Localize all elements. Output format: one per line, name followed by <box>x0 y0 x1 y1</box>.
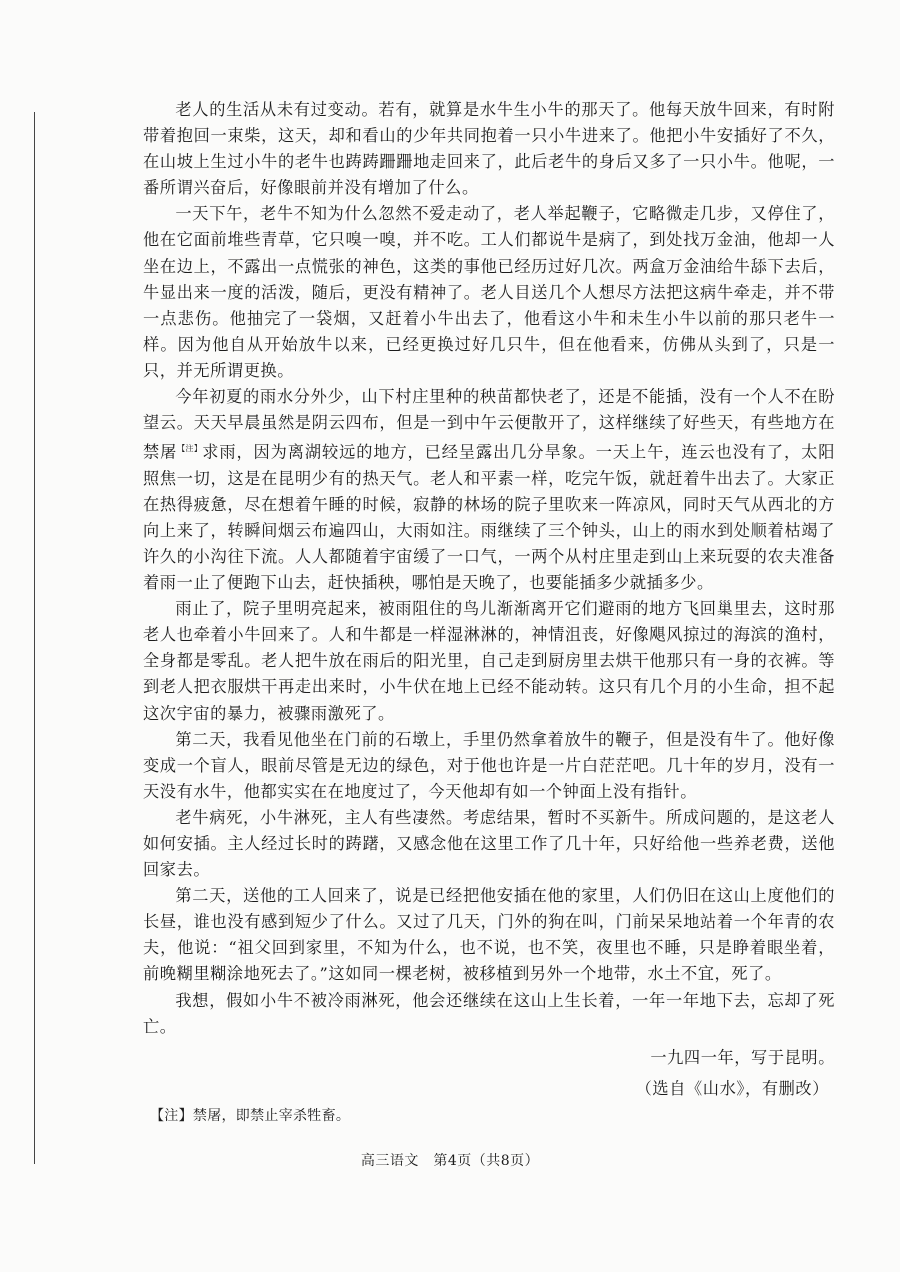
footnote: 【注】禁屠，即禁止宰杀牲畜。 <box>150 1108 351 1124</box>
paragraph-6: 老牛病死，小牛淋死，主人有些凄然。考虑结果，暂时不买新牛。所成问题的，是这老人如何安插。主人经过长时的踌躇，又感念他在这里工作了几十年，只好给他一些养老费，送他回家去。 <box>143 807 835 880</box>
page-footer: 高三语文 第4页（共8页） <box>360 1153 540 1169</box>
paragraph-5: 第二天，我看见他坐在门前的石墩上，手里仍然拿着放牛的鞭子，但是没有牛了。他好像变成一个盲人，眼前尽管是无边的绿色，对于他也许是一片白茫茫吧。几十年的岁月，没有一天没有水牛，他都实实在在地度过了，今天他却有如一个钟面上没有指针。 <box>143 729 835 801</box>
paragraph-8: 我想，假如小牛不被冷雨淋死，他会还继续在这山上生长着，一年一年地下去，忘却了死亡。 <box>143 990 835 1036</box>
paragraph-3-part-1: 今年初夏的雨水分外少，山下村庄里种的秧苗都快老了，还是不能插，没有一个人不在盼望云。天天早晨虽然是阴云四布，但是一到中午云便散开了，这样继续了好些天，有些地方在禁屠 <box>143 387 835 462</box>
paragraph-3-part-2: 求雨，因为离湖较远的地方，已经呈露出几分旱象。一天上午，连云也没有了，太阳照焦一切，这是在昆明少有的热天气。老人和平素一样，吃完午饭，就赶着牛出去了。大家正在热得疲惫，尽在想着午睡的时候，寂静的林场的院子里吹来一阵凉风，同时天气从西北的方向上来了，转瞬间烟云布遍四山，大雨如注。雨继续了三个钟头，山上的雨水到处顺着枯竭了许久的小沟往下流。人人都随着宇宙缓了一口气，一两个从村庄里走到山上来玩耍的农夫准备着雨一止了便跑下山去，赶快插秧，哪怕是天晚了，也要能插多少就插多少。 <box>143 442 836 593</box>
paragraph-2: 一天下午，老牛不知为什么忽然不爱走动了，老人举起鞭子，它略微走几步，又停住了，他在它面前堆些青草，它只嗅一嗅，并不吃。工人们都说牛是病了，到处找万金油，他却一人坐在边上，不露出一点慌张的神色，这类的事他已经历过好几次。两盒万金油给牛舔下去后，牛显出来一度的活泼，随后，更没有精神了。老人目送几个人想尽方法把这病牛牵走，并不带一点悲伤。他抽完了一袋烟，又赶着小牛出去了，他看这小牛和未生小牛以前的那只老牛一样。因为他自从开始放牛以来，已经更换过好几只牛，但在他看来，仿佛从头到了，只是一只，并无所谓更换。 <box>143 204 835 380</box>
article-body <box>143 97 835 1102</box>
source-line-wrap <box>143 1076 835 1102</box>
date-line: 一九四一年，写于昆明。 <box>650 1047 835 1067</box>
binding-margin-line <box>34 112 35 1164</box>
paragraph-1: 老人的生活从未有过变动。若有，就算是水牛生小牛的那天了。他每天放牛回来，有时附带着抱回一束柴，这天，却和看山的少年共同抱着一只小牛进来了。他把小牛安插好了不久，在山坡上生过小牛的老牛也踌踌跚跚地走回来了，此后老牛的身后又多了一只小牛。他呢，一番所谓兴奋后，好像眼前并没有增加了什么。 <box>143 100 835 198</box>
paragraph-3 <box>143 384 835 596</box>
paragraph-7: 第二天，送他的工人回来了，说是已经把他安插在他的家里，人们仍旧在这山上度他们的长昼，谁也没有感到短少了什么。又过了几天，门外的狗在叫，门前呆呆地站着一个年青的农夫，他说：“祖父回到家里，不知为什么，也不说，也不笑，夜里也不睡，只是睁着眼坐着，前晚糊里糊涂地死去了。”这如同一棵老树，被移植到另外一个地带，水土不宜，死了。 <box>143 886 835 984</box>
footnote-marker: 【注】 <box>177 444 203 454</box>
source-line: （选自《山水》，有删改） <box>635 1078 829 1098</box>
paragraph-4: 雨止了，院子里明亮起来，被雨阻住的鸟儿渐渐离开它们避雨的地方飞回巢里去，这时那老人也牵着小牛回来了。人和牛都是一样湿淋淋的，神情沮丧，好像飓风掠过的海滨的渔村，全身都是零乱。老人把牛放在雨后的阳光里，自己走到厨房里去烘干他那只有一身的衣裤。等到老人把衣服烘干再走出来时，小牛伏在地上已经不能动转。这只有几个月的小生命，担不起这次宇宙的暴力，被骤雨激死了。 <box>143 599 835 723</box>
